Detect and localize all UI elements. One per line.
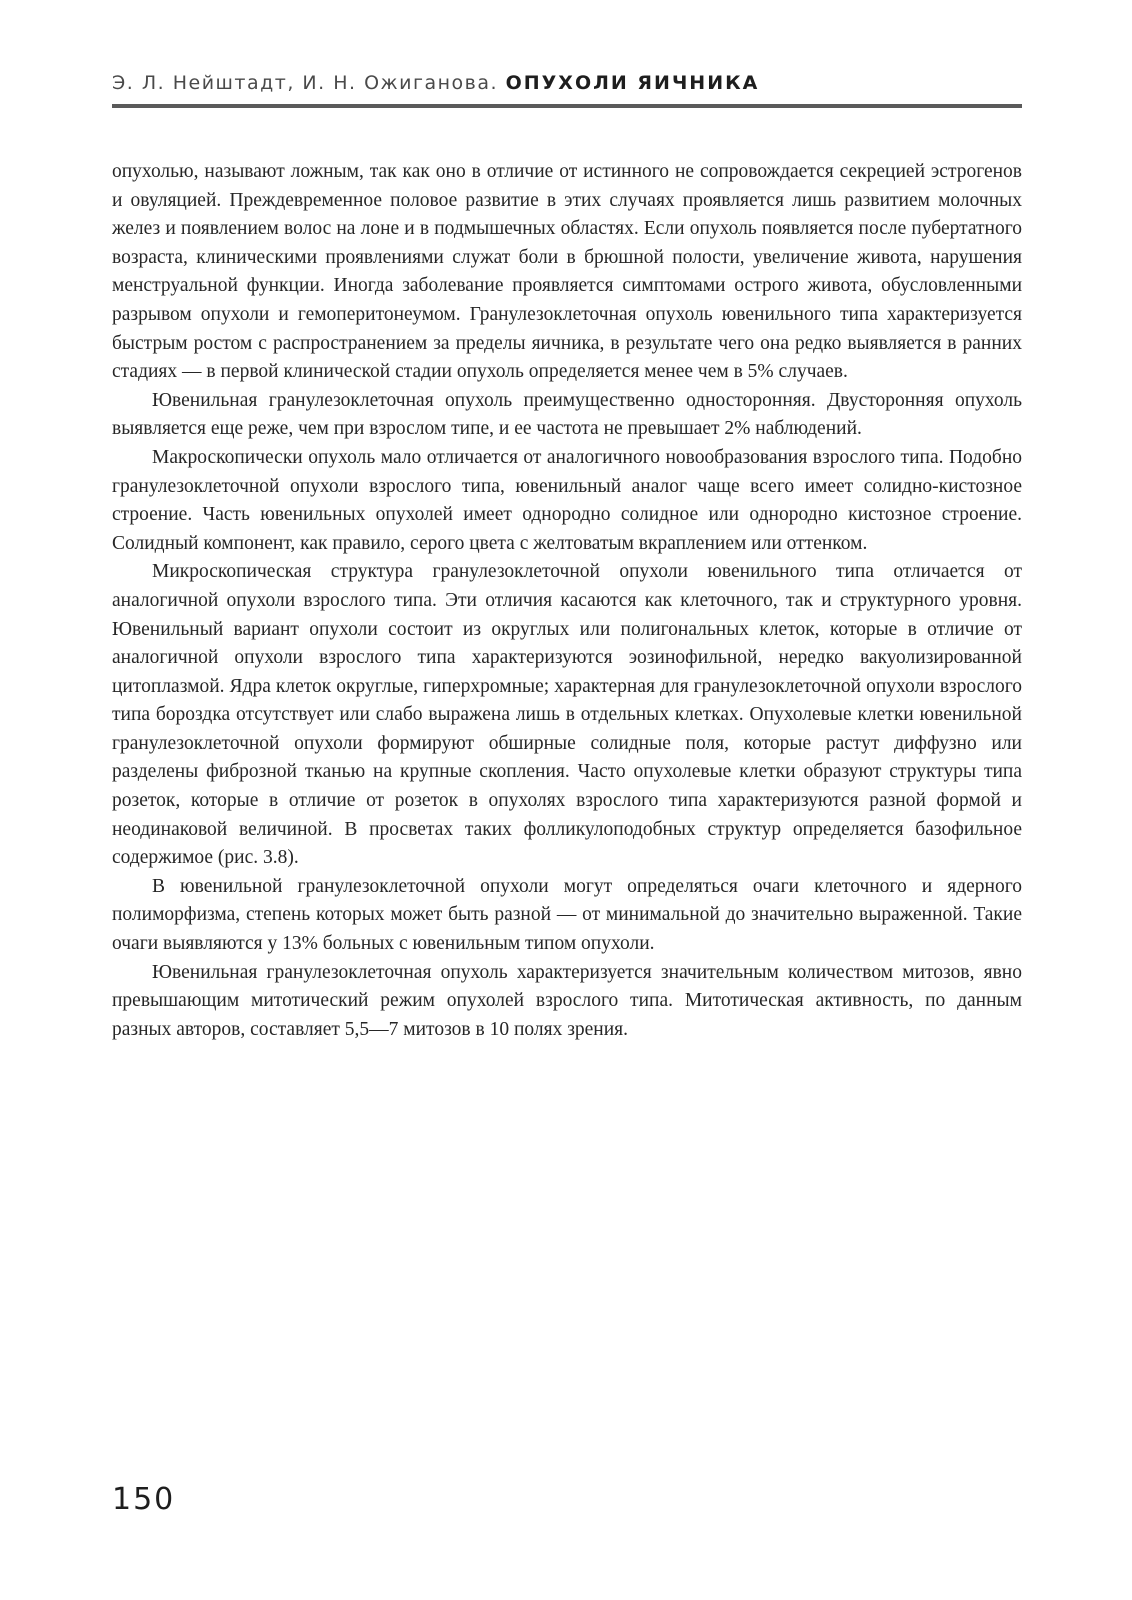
paragraph-3: Макроскопически опухоль мало отличается от аналогичного новообразования взрослого типа. Подобно гранулезоклеточной опухоли взрослого типа, ювенильный аналог чаще всего имеет солидно-кистозное строение. Часть ювенильных опухолей имеет однородно солидное или однородно кистозное строение. Солидный компонент, как правило, серого цвета с желтоватым вкраплением или оттенком. [112, 446, 1022, 554]
paragraph-6: Ювенильная гранулезоклеточная опухоль характеризуется значительным количеством митозов, явно превышающим митотический режим опухолей взрослого типа. Митотическая активность, по данным разных авторов, составляет 5,5—7 митозов в 10 полях зрения. [112, 961, 1022, 1040]
paragraph-5: В ювенильной гранулезоклеточной опухоли могут определяться очаги клеточного и ядерного полиморфизма, степень которых может быть разной — от минимальной до значительно выраженной. Такие очаги выявляются у 13% больных с ювенильным типом опухоли. [112, 875, 1022, 955]
body-text [112, 158, 1022, 1044]
paragraph-2: Ювенильная гранулезоклеточная опухоль преимущественно односторонняя. Двусторонняя опухоль выявляется еще реже, чем при взрослом типе, и ее частота не превышает 2% наблюдений. [112, 389, 1022, 440]
paragraph-1: опухолью, называют ложным, так как оно в отличие от истинного не сопровождается секрецией эстрогенов и овуляцией. Преждевременное половое развитие в этих случаях проявляется лишь развитием молочных желез и появлением волос на лоне и в подмышечных областях. Если опухоль появляется после пубертатного возраста, клиническими проявлениями служат боли в брюшной полости, увеличение живота, нарушения менструальной функции. Иногда заболевание проявляется симптомами острого живота, обусловленными разрывом опухоли и гемоперитонеумом. Гранулезоклеточная опухоль ювенильного типа характеризуется быстрым ростом с распространением за пределы яичника, в результате чего она редко выявляется в ранних стадиях — в первой клинической стадии опухоль определяется менее чем в 5% случаев. [112, 161, 1022, 383]
header-book-title: ОПУХОЛИ ЯИЧНИКА [505, 72, 760, 94]
running-header [112, 72, 1022, 94]
paragraph-4: Микроскопическая структура гранулезоклеточной опухоли ювенильного типа отличается от аналогичной опухоли взрослого типа. Эти отличия касаются как клеточного, так и структурного уровня. Ювенильный вариант опухоли состоит из округлых или полигональных клеток, которые в отличие от аналогичной опухоли взрослого типа характеризуются эозинофильной, нередко вакуолизированной цитоплазмой. Ядра клеток округлые, гиперхромные; характерная для гранулезоклеточной опухоли взрослого типа бороздка отсутствует или слабо выражена лишь в отдельных клетках. Опухолевые клетки ювенильной гранулезоклеточной опухоли формируют обширные солидные поля, которые растут диффузно или разделены фиброзной тканью на крупные скопления. Часто опухолевые клетки образуют структуры типа розеток, которые в отличие от розеток в опухолях взрослого типа характеризуются разной формой и неодинаковой величиной. В просветах таких фолликулоподобных структур определяется базофильное содержимое (рис. 3.8). [112, 561, 1022, 869]
page-number: 150 [112, 1482, 176, 1517]
header-authors: Э. Л. Нейштадт, И. Н. Ожиганова. [112, 72, 499, 94]
header-rule [112, 104, 1022, 108]
